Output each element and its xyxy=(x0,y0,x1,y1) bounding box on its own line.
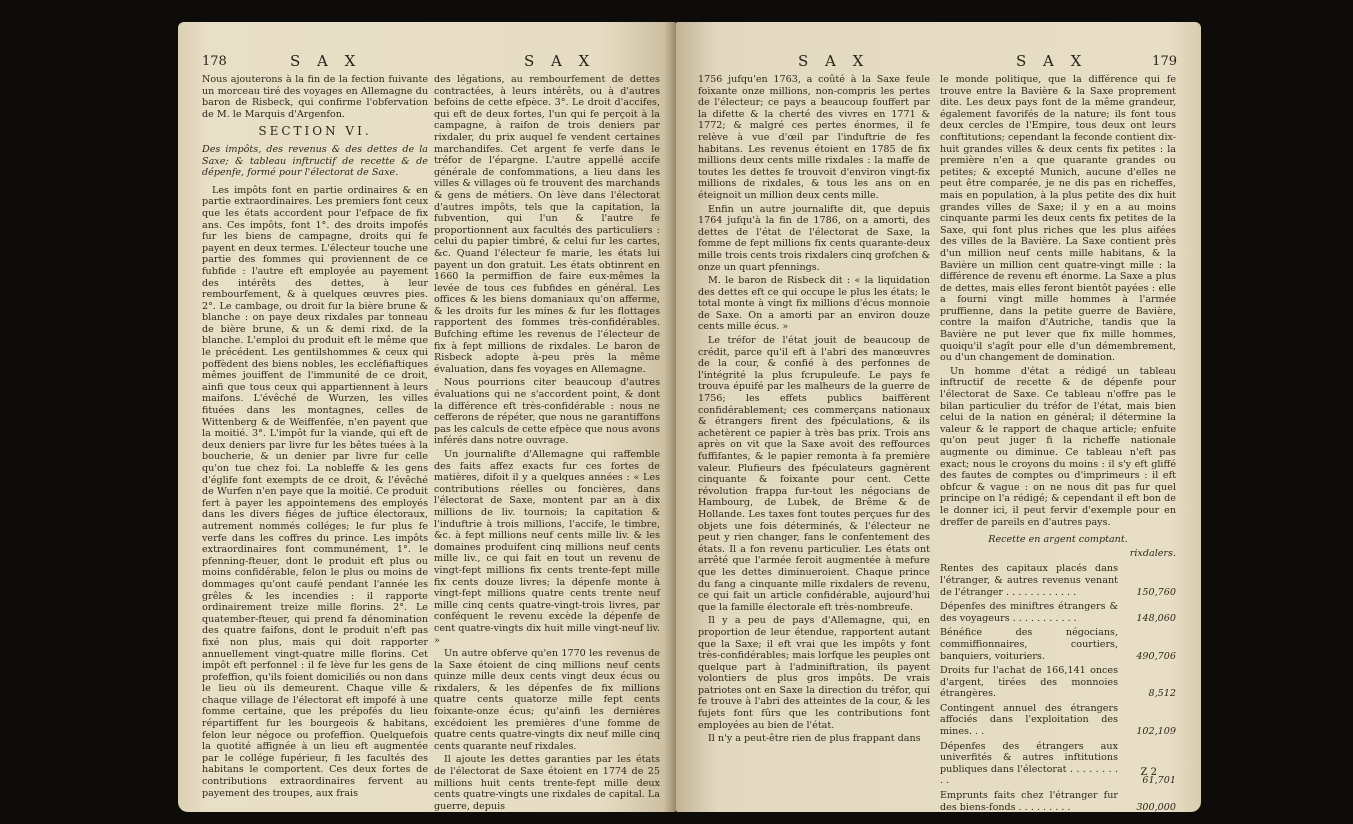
running-header-right: S A X xyxy=(1016,52,1088,70)
paragraph: Enfin un autre journalifte dit, que depuis 1764 jufqu'à la fin de 1786, on a amorti, des dettes de l'état de l'électorat de Saxe, la fomme de fept millions fix cents quarante-deux mille trois cents trois rixdalers cinq grofchen & onze un quart pfennings. xyxy=(698,203,930,273)
row-label: Rentes des capitaux placés dans l'étranger, & autres revenus venant de l'étranger . . . . . . . . . . . . xyxy=(940,563,1118,598)
row-label: Contingent annuel des étrangers affociés dans l'exploitation des mines. . . xyxy=(940,702,1118,738)
table-row xyxy=(940,601,1176,624)
row-amount: 148,060 xyxy=(1136,612,1176,624)
row-label: Droits fur l'achat de 166,141 onces d'argent, tirées des monnoies étrangères. xyxy=(940,665,1118,700)
row-amount: 490,706 xyxy=(1136,650,1176,662)
running-header-left-col2: S A X xyxy=(524,52,596,70)
paragraph: Nous ajouterons à la fin de la fection fuivante un morceau tiré des voyages en Allemagne du baron de Risbeck, qui confirme l'obfervation de M. le Marquis d'Argenfon. xyxy=(202,74,428,120)
right-page-column-2 xyxy=(940,74,1176,812)
paragraph: Le tréfor de l'état jouit de beaucoup de crédit, parce qu'il eft à l'abri des manœuvres de la cour, & confié à des perfonnes de l'intégrité la plus fcrupuleufe. Le pays fe trouva épuifé par les malheurs de la guerre de 1756; les effets publics baiffèrent confidérablement; ces commerçans nationaux & étrangers firent des fpéculations, & ils achetèrent ce papier à très bas prix. Trois ans après on vit que la Saxe avoit des reffources fuffifantes, & le papier remonta à fa première valeur. Plufieurs des fpéculateurs gagnèrent cinquante & foixante pour cent. Cette révolution frappa fur-tout les négocians de Hambourg, de Lubek, de Brême & de Hollande. Les taxes font toutes perçues fur des objets une fois déterminés, & l'électeur ne peut y rien changer, fans le confentement des états. Il a fon revenu particulier. Les états ont arrêté que l'armée feroit augmentée à mefure que les dettes diminueroient. Chaque prince du fang a cinquante mille rixdalers de revenu, ce qui fait un article confidérable, aujourd'hui que la famille électorale eft très-nombreufe. xyxy=(698,335,930,613)
page-number-right: 179 xyxy=(1152,54,1177,69)
table-row xyxy=(940,665,1176,700)
row-amount: 61,701 xyxy=(1142,775,1176,787)
paragraph: 1756 jufqu'en 1763, a coûté à la Saxe feule foixante onze millions, non-compris les pertes de l'électeur; ce pays a beaucoup fouffert par la difette & la cherté des vivres en 1771 & 1772; & malgré ces pertes énormes, il fe relève à vue d'œil par l'induftrie de fes habitans. Les revenus étoient en 1785 de fix millions deux cents mille rixdales : la maffe de toutes les dettes fe trouvoit d'environ vingt-fix millions de rixdales, & tous les ans on en éteignoit un million deux cents mille. xyxy=(698,74,930,201)
row-label: Bénéfice des négocians, commiffionnaires, courtiers, banquiers, voituriers. xyxy=(940,627,1118,662)
right-page xyxy=(676,22,1201,812)
paragraph: Il ajoute les dettes garanties par les états de l'électorat de Saxe étoient en 1774 de 25 millions huit cents trente-fept mille deux cents quatre-vingts une rixdales de capital. La guerre, depuis xyxy=(434,754,660,812)
row-label: Emprunts faits chez l'étranger fur des biens-fonds . . . . . . . . . xyxy=(940,790,1118,812)
row-label: Dépenfes des étrangers aux univerfités & autres inftitutions publiques dans l'électorat . . . . . . . . . . xyxy=(940,740,1118,787)
left-page-column-1 xyxy=(202,74,428,801)
table-row xyxy=(940,703,1176,738)
table-row xyxy=(940,790,1176,812)
section-subtitle: Des impôts, des revenus & des dettes de la Saxe; & tableau inftructif de recette & de dépenfe, formé pour l'électorat de Saxe. xyxy=(202,143,428,179)
section-heading: SECTION VI. xyxy=(258,124,372,139)
paragraph: des légations, au rembourfement de dettes contractées, à leurs intérêts, ou à d'autres befoins de cette efpèce. 3°. Le droit d'accifes, qui eft de deux fortes, l'un qui fe perçoit à la campagne, à raifon de trois deniers par rixdaler, du prix auquel fe vendent certaines marchandifes. Cet argent fe verfe dans le tréfor de l'épargne. L'autre appellé accife générale de confommations, a lieu dans les villes & villages où fe trouvent des marchands & gens de métiers. On lève dans l'électorat d'autres impôts, tels que la capitation, la fubvention, qui l'un & l'autre fe proportionnent aux facultés des particuliers : celui du papier timbré, & celui fur les cartes, &c. Quand l'électeur fe marie, les états lui payent un don gratuit. Les états obtinrent en 1660 la permiffion de faire eux-mêmes la levée de tous ces fubfides en général. Les offices & les biens domaniaux qu'on afferme, & les droits fur les mines & fur les flottages rapportent des fommes très-confidérables. Bufching eftime les revenus de l'électeur de fix à fept millions de rixdales. Le baron de Risbeck adopte à-peu près la même évaluation, dans fes voyages en Allemagne. xyxy=(434,74,660,375)
paragraph: Les impôts font en partie ordinaires & en partie extraordinaires. Les premiers font ceux que les états accordent pour l'efpace de fix ans. Ces impôts, font 1°. des droits impofés fur les biens de campagne, droits qui fe payent en deux termes. L'électeur touche une partie des fommes qui proviennent de ce fubfide : l'autre eft employée au payement des intérêts des dettes, à leur rembourfement, & à quelques œuvres pies. 2°. Le cambage, ou droit fur la bière brune & blanche : on paye deux rixdales par tonneau de bière brune, & un & demi rixd. de la blanche. L'emploi du produit eft le même que le précédent. Les gentilshommes & ceux qui poffèdent des biens nobles, les eccléfiaftiques mêmes jouiffent de l'immunité de ce droit, ainfi que tous ceux qui appartiennent à leurs maifons. L'évêché de Wurzen, les villes fituées dans les montagnes, celles de Wittenberg & de Weiffenfée, n'en payent que la moitié. 3°. L'impôt fur la viande, qui eft de deux deniers par livre fur les bêtes tuées à la boucherie, & un denier par livre fur celle qu'on tue chez foi. La nobleffe & les gens d'églife font exempts de ce droit, & l'évêché de Wurfen n'en paye que la moitié. Ce produit fert à payer les appointemens des employés dans les divers fiéges de juftice électoraux, autrement nommés colléges; le fur plus fe verfe dans les coffres du prince. Les impôts extraordinaires font communément, 1°. le pfenning-fteuer, dont le produit eft plus ou moins confidérable, felon le plus ou moins de dommages qu'ont caufé pendant l'année les grêles & les incendies : il rapporte ordinairement treize mille florins. 2°. Le quatember-fteuer, qui prend fa dénomination des quatre faifons, dont le produit n'eft pas fixé non plus, mais qui doit rapporter annuellement vingt-quatre mille florins. Cet impôt eft perfonnel : il fe lève fur les gens de profeffion, qu'ils foient domiciliés ou non dans le lieu où ils demeurent. Chaque ville & chaque village de l'électorat eft impofé à une fomme certaine, que les prépofés du lieu répartiffent fur les bourgeois & habitans, felon leur négoce ou profeffion. Quelquefois la quotité affignée à un lieu eft augmentée par le collége fupérieur, fi les facultés des habitans le comportent. Ces deux fortes de contributions extraordinaires fervent au payement des troupes, aux frais xyxy=(202,184,428,799)
table-row xyxy=(940,741,1176,787)
table-row xyxy=(940,563,1176,598)
table-row xyxy=(940,627,1176,662)
table-unit: rixdalers. xyxy=(1129,547,1176,559)
right-page-column-1 xyxy=(698,74,930,747)
page-number-left: 178 xyxy=(202,54,227,69)
paragraph: Il y a peu de pays d'Allemagne, qui, en proportion de leur étendue, rapportent autant que la Saxe; il eft vrai que les impôts y font très-confidérables; mais lorfque les peuples ont quelque part à l'adminiftration, ils payent volontiers de plus gros impôts. De vrais patriotes ont en Saxe la direction du tréfor, qui fe trouve à l'abri des atteintes de la cour, & les fujets font fûrs que les contributions font employées au bien de l'état. xyxy=(698,615,930,731)
paragraph: le monde politique, que la différence qui fe trouve entre la Bavière & la Saxe proprement dite. Les deux pays font de la même grandeur, également favorifés de la nature; ils font tous deux cercles de l'Empire, tous deux ont leurs conftitutions; cependant la feconde contient dix-huit grandes villes & deux cents fix petites : la première n'en a que quarante grandes ou petites; & excepté Munich, aucune d'elles ne peut être comparée, je ne dis pas en richeffes, mais en population, à la plus petite des dix huit grandes villes de Saxe; il y en a au moins cinquante parmi les deux cents fix petites de la Saxe, qui font plus riches que les plus aifées des villes de la Bavière. La Saxe contient près d'un million neuf cents mille habitans, & la Bavière un million cent quatre-vingt mille : la différence de revenu eft énorme. La Saxe a plus de dettes, mais elles feront bientôt payées : elle a fourni vingt mille hommes à l'armée pruffienne, dans la petite guerre de Bavière, contre la maifon d'Autriche, tandis que la Bavière ne put lever que fix mille hommes, quoiqu'il s'agît pour elle d'un démembrement, ou d'un changement de domination. xyxy=(940,74,1176,364)
left-page xyxy=(178,22,676,812)
paragraph: M. le baron de Risbeck dit : « la liquidation des dettes eft ce qui occupe le plus les états; le total monte à vingt fix millions d'écus monnoie de Saxe. On a amorti par an environ douze cents mille écus. » xyxy=(698,275,930,333)
paragraph: Un journalifte d'Allemagne qui raffemble des faits affez exacts fur ces fortes de matières, difoit il y a quelques années : « Les contributions réelles ou foncières, dans l'électorat de Saxe, montent par an à dix millions de liv. tournois; la capitation & l'induftrie à trois millions, l'accife, le timbre, &c. à fept millions neuf cents mille liv. & les domaines produifent cinq millions neuf cents mille liv., ce qui fait en tout un revenu de vingt-fept millions fix cents trente-fept mille fix cents douze livres; la dépenfe monte à vingt-fept millions quatre cents trente neuf mille cinq cents quatre-vingt-trois livres, par conféquent le revenu excède la dépenfe de cent quatre-vingts dix huit mille vingt-neuf liv. » xyxy=(434,449,660,646)
paragraph: Il n'y a peut-être rien de plus frappant dans xyxy=(708,733,921,745)
row-amount: 8,512 xyxy=(1148,688,1176,700)
running-header-left: S A X xyxy=(290,52,362,70)
table-heading: Recette en argent comptant. xyxy=(988,534,1128,546)
running-header-right-col1: S A X xyxy=(798,52,870,70)
row-amount: 150,760 xyxy=(1136,586,1176,598)
row-label: Dépenfes des miniftres étrangers & des voyageurs . . . . . . . . . . . xyxy=(940,601,1118,624)
paragraph: Nous pourrions citer beaucoup d'autres évaluations qui ne s'accordent point, & dont la différence eft très-confidérable : nous ne cefferons de répéter, que nous ne garantiffons pas les calculs de cette efpèce que nous avons inférés dans notre ouvrage. xyxy=(434,377,660,447)
row-amount: 300,000 xyxy=(1136,801,1176,812)
signature-mark: Z 2 xyxy=(1140,767,1157,778)
paragraph: Un autre obferve qu'en 1770 les revenus de la Saxe étoient de cinq millions neuf cents quinze mille deux cents vingt deux écus ou rixdalers, & les dépenfes de fix millions quatre cents quatorze mille fept cents foixante-onze écus; qu'ainfi les dernières excédoient les premières d'une fomme de quatre cents quatre-vingts dix neuf mille cinq cents quarante neuf rixdales. xyxy=(434,648,660,752)
paragraph: Un homme d'état a rédigé un tableau inftructif de recette & de dépenfe pour l'électorat de Saxe. Ce tableau n'offre pas le bilan particulier du tréfor de l'état, mais bien celui de la nation en général; il détermine la valeur & le rapport de chaque article; enfuite qu'on peut juger fi la richeffe nationale augmente ou diminue. Ce tableau n'eft pas exact; nous le croyons du moins : il s'y eft gliffé des fautes de comptes ou d'imprimeurs : il eft obfcur & vague : on ne nous dit pas fur quel principe on l'a rédigé; & cependant il eft bon de le donner ici, il peut fervir d'exemple pour en dreffer de pareils en d'autres pays. xyxy=(940,365,1176,528)
row-amount: 102,109 xyxy=(1136,726,1176,738)
left-page-column-2 xyxy=(434,74,660,812)
